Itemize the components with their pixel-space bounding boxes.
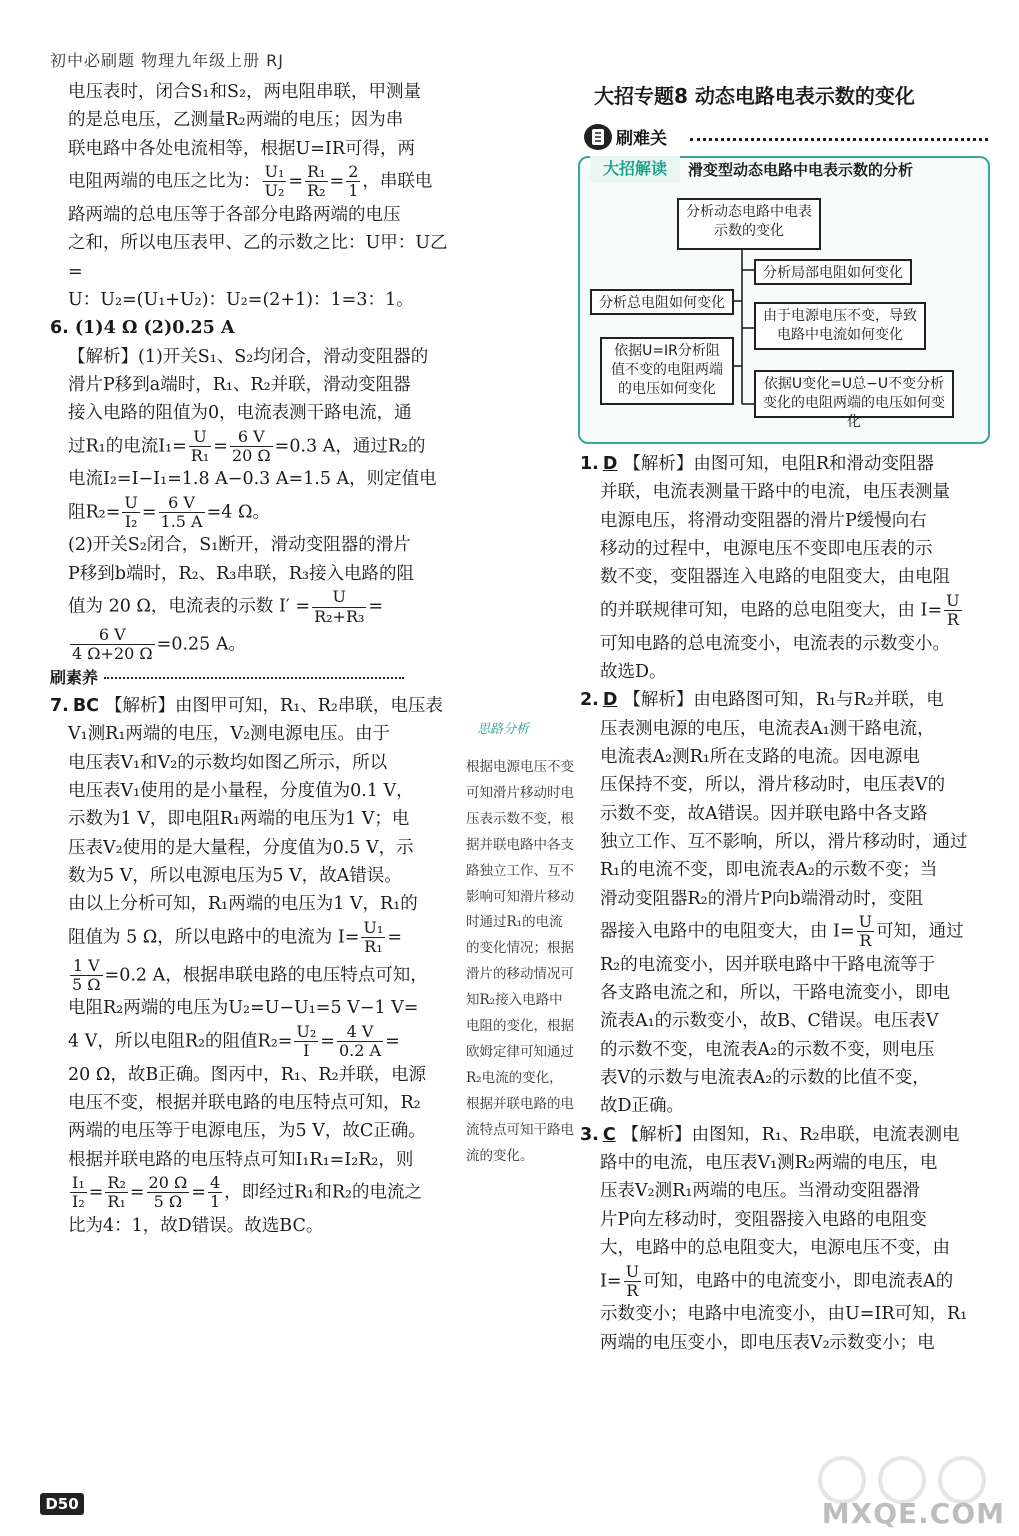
text-line: 数不变，变阻器连入电路的电阻变大，由电阻 bbox=[600, 567, 950, 588]
flow-node-top: 分析动态电路中电表示数的变化 bbox=[677, 198, 821, 250]
fraction: $\frac{1 V}{5 \Omega}$ bbox=[72, 955, 101, 994]
fraction: $\frac{\text{U₁}}{\text{U₂}}$ bbox=[264, 162, 285, 201]
text-line: 示数不变，故A错误。因并联电路中各支路 bbox=[600, 803, 928, 824]
text-line: 压保持不变，所以，滑片移动时，电压表V的 bbox=[600, 775, 946, 796]
question-number: 6. bbox=[50, 318, 69, 339]
text-line: V₁测R₁两端的电压，V₂测电源电压。由于 bbox=[68, 724, 390, 745]
fraction: $\frac{6 V}{1.5 A}$ bbox=[160, 492, 203, 532]
sidenote-text: 根据电源电压不变可知滑片移动时电压表示数不变，根据并联电路中各支路独立工作、互不影响可知滑片移动时通过R₁的电流的变化情况；根据滑片的移动情况可知R₂接入电路中电阻的变化，根据欧姆定律可知通过R₂电流的变化，根据并联电路的电流特点可知干路电流的变化。 bbox=[466, 759, 574, 1164]
formula-line: 值为 20 Ω，电流表的示数 I′ = $\frac{U}{\text{R₂+R₃}}$ = bbox=[68, 587, 384, 626]
text-line: 并联，电流表测量干路中的电流，电压表测量 bbox=[600, 482, 950, 503]
flow-node-local: 分析局部电阻如何变化 bbox=[754, 259, 912, 285]
fraction: $\frac{U}{R}$ bbox=[858, 911, 873, 951]
fraction: $\frac{U}{R}$ bbox=[625, 1261, 640, 1300]
text-line: 电压不变，根据并联电路的电压特点可知，R₂ bbox=[68, 1092, 421, 1113]
text-line: 压表V₂使用的是大量程，分度值为0.5 V，示 bbox=[68, 837, 414, 858]
text-line: 电压表V₁使用的是小量程，分度值为0.1 V， bbox=[68, 781, 414, 802]
question-2-line: 2. D 【解析】由电路图可知，R₁与R₂并联，电 bbox=[580, 690, 944, 711]
formula-line: $\frac{\text{I₁}}{\text{I₂}}$ = $\frac{\text{R₂}}{\text{R₁}}$ = $\frac{20 \Omega}{5 \Omega}$ = $\frac{4}{1}$ ，即经过R₁和R₂的电流之 bbox=[72, 1172, 423, 1212]
text-line: 各支路电流之和，所以，干路电流变小，即电 bbox=[600, 983, 950, 1004]
fraction: $\frac{U}{\text{R₂+R₃}}$ bbox=[314, 587, 365, 626]
formula-line: I= $\frac{U}{R}$ 可知，电路中的电流变小，即电流表A的 bbox=[600, 1261, 954, 1300]
watermark-text: MXQE.COM bbox=[821, 1497, 1005, 1530]
text-line: 片P向左移动时，变阻器接入电路的电阻变 bbox=[600, 1209, 927, 1230]
text-line: 由以上分析可知，R₁两端的电压为1 V，R₁的 bbox=[68, 894, 418, 915]
text-line: 独立工作、互不影响，所以，滑片移动时，通过 bbox=[600, 831, 968, 852]
text-line: 故选D。 bbox=[600, 661, 667, 682]
fraction: $\frac{U}{\text{R₁}}$ bbox=[190, 426, 210, 465]
text-line: 电压表时，闭合S₁和S₂，两电阻串联，甲测量 bbox=[68, 82, 422, 102]
flow-node-fixed: 依据U=IR分析阻值不变的电阻两端的电压如何变化 bbox=[600, 337, 734, 405]
fraction: $\frac{U}{R}$ bbox=[946, 590, 960, 630]
question-answer: D bbox=[602, 454, 618, 474]
text-line: 可知电路的总电流变小，电流表的示数变小。 bbox=[600, 633, 950, 654]
question-answer: BC bbox=[72, 696, 100, 717]
text-line: 滑动变阻器R₂的滑片P向b端滑动时，变阻 bbox=[600, 888, 924, 909]
fraction: $\frac{6 V}{20 \Omega}$ bbox=[231, 426, 271, 465]
question-answer: (1)4 Ω (2)0.25 A bbox=[74, 318, 235, 339]
text-line: 电压表V₁和V₂的示数均如图乙所示，所以 bbox=[68, 752, 388, 773]
fraction: $\frac{6 V}{4 \Omega+20 \Omega}$ bbox=[72, 624, 153, 664]
dotted-divider bbox=[690, 138, 988, 141]
section-heading: 刷素养 bbox=[50, 664, 452, 692]
text-line: 两端的电压等于电源电压，为5 V，故C正确。 bbox=[68, 1121, 426, 1142]
panel-title: 滑变型动态电路中电表示数的分析 bbox=[688, 161, 914, 179]
formula-line: $\frac{6 V}{4 \Omega+20 \Omega}$ =0.25 A。 bbox=[72, 624, 246, 664]
dotted-divider bbox=[104, 677, 404, 679]
text-line: 的示数不变，电流表A₂的示数不变，则电压 bbox=[600, 1039, 935, 1060]
formula-line: 阻值为 5 Ω，所以电路中的电流为 I= $\frac{\text{U₁}}{\text{R₁}}$ = bbox=[68, 917, 402, 957]
text-line: 示数变小；电路中电流变小，由U=IR可知，R₁ bbox=[600, 1304, 968, 1325]
fraction: $\frac{\text{U₂}}{I}$ bbox=[296, 1021, 317, 1061]
question-number: 7. bbox=[50, 696, 69, 717]
fraction: $\frac{20 \Omega}{5 \Omega}$ bbox=[148, 1172, 188, 1212]
fraction: $\frac{U}{\text{I₂}}$ bbox=[124, 492, 138, 532]
fraction: $\frac{4}{1}$ bbox=[209, 1172, 221, 1212]
text-line: 流表A₁的示数变小，故B、C错误。电压表V bbox=[600, 1011, 939, 1032]
question-number: 1. bbox=[580, 454, 599, 474]
formula-line: 阻R₂= $\frac{U}{\text{I₂}}$ = $\frac{6 V}{1.5 A}$ =4 Ω。 bbox=[68, 492, 270, 532]
text-line: R₂的电流变小，因并联电路中干路电流等于 bbox=[600, 954, 936, 975]
left-column bbox=[50, 78, 452, 1240]
text-line: 两端的电压变小，即电压表V₂示数变小；电 bbox=[600, 1332, 935, 1353]
text-line: U：U₂=(U₁+U₂)：U₂=(2+1)：1=3：1。 bbox=[68, 289, 414, 310]
question-answer: D bbox=[602, 690, 618, 711]
question-7-line: 7. BC 【解析】由图甲可知，R₁、R₂串联，电压表 bbox=[50, 696, 443, 717]
fraction: $\frac{4 V}{0.2 A}$ bbox=[338, 1021, 382, 1061]
fraction: $\frac{\text{U₁}}{\text{R₁}}$ bbox=[363, 917, 384, 957]
formula-line: 器接入电路中的电阻变大，由 I= $\frac{U}{R}$ 可知，通过 bbox=[600, 911, 964, 951]
text-line: (2)开关S₂闭合，S₁断开，滑动变阻器的滑片 bbox=[68, 535, 411, 556]
text-line: 路中的电流，电压表V₁测R₂两端的电压，电 bbox=[600, 1153, 938, 1174]
topic-title: 大招专题8 动态电路电表示数的变化 bbox=[594, 84, 915, 108]
text-line: 之和，所以电压表甲、乙的示数之比：U甲：U乙 = bbox=[68, 233, 448, 282]
formula-line: 4 V，所以电阻R₂的阻值R₂= $\frac{\text{U₂}}{I}$ = $\frac{4 V}{0.2 A}$ = bbox=[68, 1021, 400, 1061]
text-line: 20 Ω，故B正确。图丙中，R₁、R₂并联，电源 bbox=[68, 1064, 427, 1085]
fraction: $\frac{\text{R₁}}{\text{R₂}}$ bbox=[307, 162, 326, 201]
fraction: $\frac{2}{1}$ bbox=[348, 162, 359, 201]
text-line: 滑片P移到a端时，R₁、R₂并联，滑动变阻器 bbox=[68, 374, 411, 395]
text-line: 的是总电压，乙测量R₂两端的电压；因为串 bbox=[68, 110, 404, 131]
text-line: 数为5 V，所以电源电压为5 V，故A错误。 bbox=[68, 866, 402, 887]
page-header: 初中必刷题 物理九年级上册 RJ bbox=[50, 51, 285, 70]
question-number: 2. bbox=[580, 690, 599, 711]
formula-line: 的并联规律可知，电路的总电阻变大，由 I= $\frac{U}{R}$ bbox=[600, 590, 960, 630]
text-line: 故D正确。 bbox=[600, 1096, 685, 1117]
text-line: 大，电路中的总电阻变大，电源电压不变，由 bbox=[600, 1238, 950, 1259]
text-line: P移到b端时，R₂、R₃串联，R₃接入电路的阻 bbox=[68, 563, 415, 584]
question-6-answer-line bbox=[50, 314, 452, 342]
flow-node-current: 由于电源电压不变，导致电路中电流如何变化 bbox=[754, 302, 926, 350]
text-line: 示数为1 V，即电阻R₁两端的电压为1 V；电 bbox=[68, 809, 410, 830]
fraction: $\frac{\text{R₂}}{\text{R₁}}$ bbox=[107, 1172, 126, 1212]
text-line: 接入电路的阻值为0，电流表测干路电流，通 bbox=[68, 403, 412, 424]
ratio-line: 电阻两端的电压之比为： $\frac{\text{U₁}}{\text{U₂}}$ = $\frac{\text{R₁}}{\text{R₂}}$ = $\frac{2}{1}$ ，串联电 bbox=[68, 162, 433, 201]
question-3-line: 3. C 【解析】由图知，R₁、R₂串联，电流表测电 bbox=[580, 1124, 960, 1145]
formula-line: 过R₁的电流I₁= $\frac{U}{\text{R₁}}$ = $\frac{6 V}{20 \Omega}$ =0.3 A，通过R₂的 bbox=[68, 426, 426, 465]
text-line: 压表V₂测R₁两端的电压。当滑动变阻器滑 bbox=[600, 1181, 920, 1202]
text-line: 【解析】(1)开关S₁、S₂均闭合，滑动变阻器的 bbox=[68, 346, 429, 367]
text-line: 移动的过程中，电源电压不变即电压表的示 bbox=[600, 539, 933, 560]
sidenote-title: 思路分析 bbox=[477, 722, 530, 737]
fraction: $\frac{\text{I₁}}{\text{I₂}}$ bbox=[72, 1172, 85, 1212]
badge-label: 刷难关 bbox=[616, 129, 667, 149]
question-answer: C bbox=[602, 1124, 616, 1145]
text-line: 电流表A₂测R₁所在支路的电流。因电源电 bbox=[600, 746, 920, 767]
text-line: 电流I₂=I−I₁=1.8 A−0.3 A=1.5 A，则定值电 bbox=[68, 469, 437, 490]
text-line: 联电路中各处电流相等，根据U=IR可得，两 bbox=[68, 138, 415, 159]
question-number: 3. bbox=[580, 1124, 599, 1145]
text-line: 电源电压，将滑动变阻器的滑片P缓慢向右 bbox=[600, 510, 927, 531]
flow-node-variable: 依据U变化=U总−U不变分析变化的电阻两端的电压如何变化 bbox=[754, 370, 954, 418]
panel-tag: 大招解读 bbox=[590, 156, 680, 182]
formula-line: $\frac{1 V}{5 \Omega}$ =0.2 A，根据串联电路的电压特点可知， bbox=[72, 955, 428, 994]
text-line: 电阻R₂两端的电压为U₂=U−U₁=5 V−1 V= bbox=[68, 998, 419, 1019]
flow-node-total: 分析总电阻如何变化 bbox=[590, 289, 734, 315]
ratio-prefix: 电阻两端的电压之比为： bbox=[68, 171, 261, 192]
text-line: R₁的电流不变，即电流表A₂的示数不变；当 bbox=[600, 860, 938, 881]
right-column bbox=[580, 450, 986, 1357]
text-line: 压表测电源的电压，电流表A₁测干路电流， bbox=[600, 718, 935, 739]
text-line: 根据并联电路的电压特点可知I₁R₁=I₂R₂，则 bbox=[68, 1149, 414, 1170]
text-line: 路两端的总电压等于各部分电路两端的电压 bbox=[68, 204, 401, 225]
question-1-line: 1. D 【解析】由图可知，电阻R和滑动变阻器 bbox=[580, 454, 935, 474]
text-line: 比为4：1，故D错误。故选BC。 bbox=[68, 1215, 324, 1236]
text-line: 表V的示数与电流表A₂的示数的比值不变， bbox=[600, 1068, 930, 1089]
page-number: D50 bbox=[40, 1493, 84, 1515]
